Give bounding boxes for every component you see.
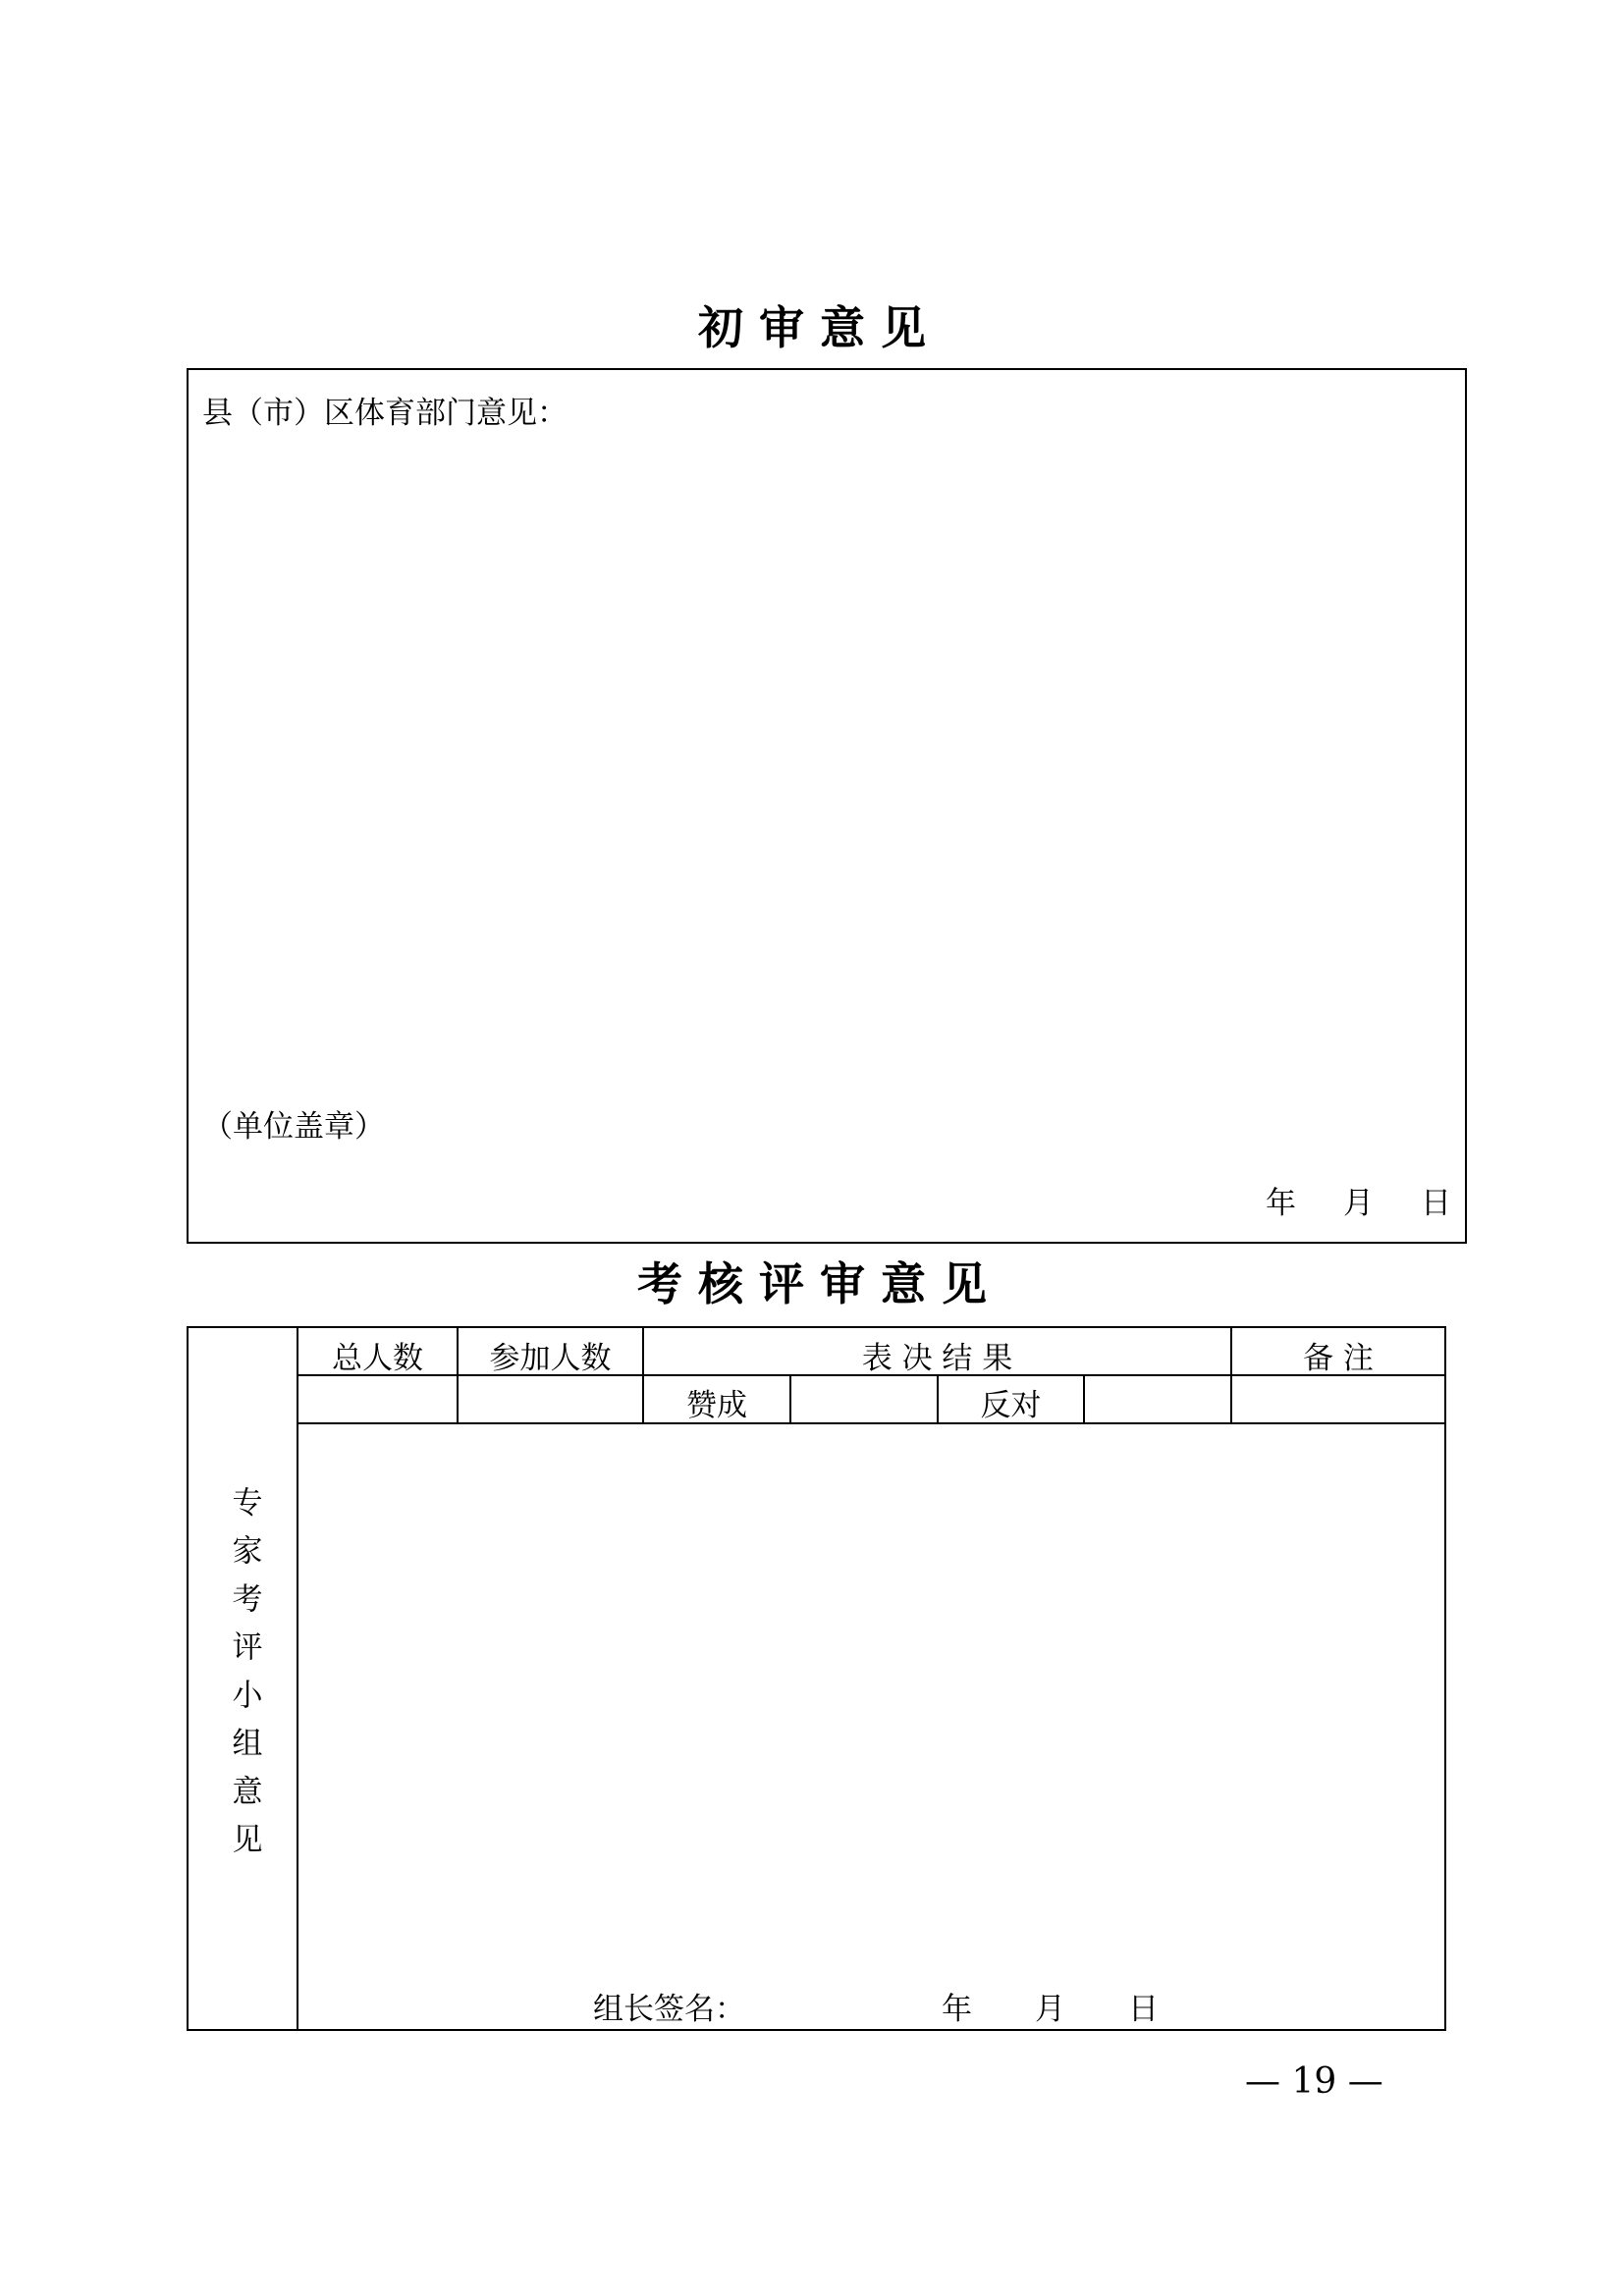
initial-review-box[interactable]	[187, 368, 1467, 1244]
header-total: 总人数	[332, 1341, 423, 1376]
date-year: 年	[1266, 1186, 1296, 1221]
expert-panel-label-text: 专家考评小组意见	[226, 1486, 262, 1871]
vote-approve-label: 赞成	[686, 1388, 747, 1423]
leader-signature	[593, 1984, 1159, 2028]
date-day: 日	[1128, 1992, 1159, 2027]
initial-review-date	[1266, 1178, 1451, 1222]
date-year: 年	[942, 1992, 972, 2027]
seal-label: （单位盖章）	[202, 1109, 385, 1145]
leader-sign-label: 组长签名：	[593, 1992, 745, 2027]
assessment-review-title: 考 核 评 审 意 见	[636, 1257, 988, 1310]
expert-panel-label	[189, 1328, 298, 2029]
assessment-review-table[interactable]	[187, 1326, 1446, 2031]
date-month: 月	[1343, 1186, 1374, 1221]
vote-oppose-label: 反对	[980, 1388, 1042, 1423]
date-month: 月	[1035, 1992, 1065, 2027]
header-remarks: 备 注	[1303, 1341, 1374, 1376]
initial-review-title: 初 审 意 见	[697, 301, 927, 354]
header-participants: 参加人数	[489, 1341, 612, 1376]
page-number: — 19 —	[1245, 2061, 1383, 2102]
date-day: 日	[1421, 1186, 1451, 1221]
table-divider	[789, 1375, 791, 1424]
table-divider	[1083, 1375, 1085, 1424]
table-divider	[298, 1422, 1444, 1424]
header-vote-result: 表 决 结 果	[861, 1341, 1013, 1376]
dept-opinion-label: 县（市）区体育部门意见：	[202, 396, 568, 431]
